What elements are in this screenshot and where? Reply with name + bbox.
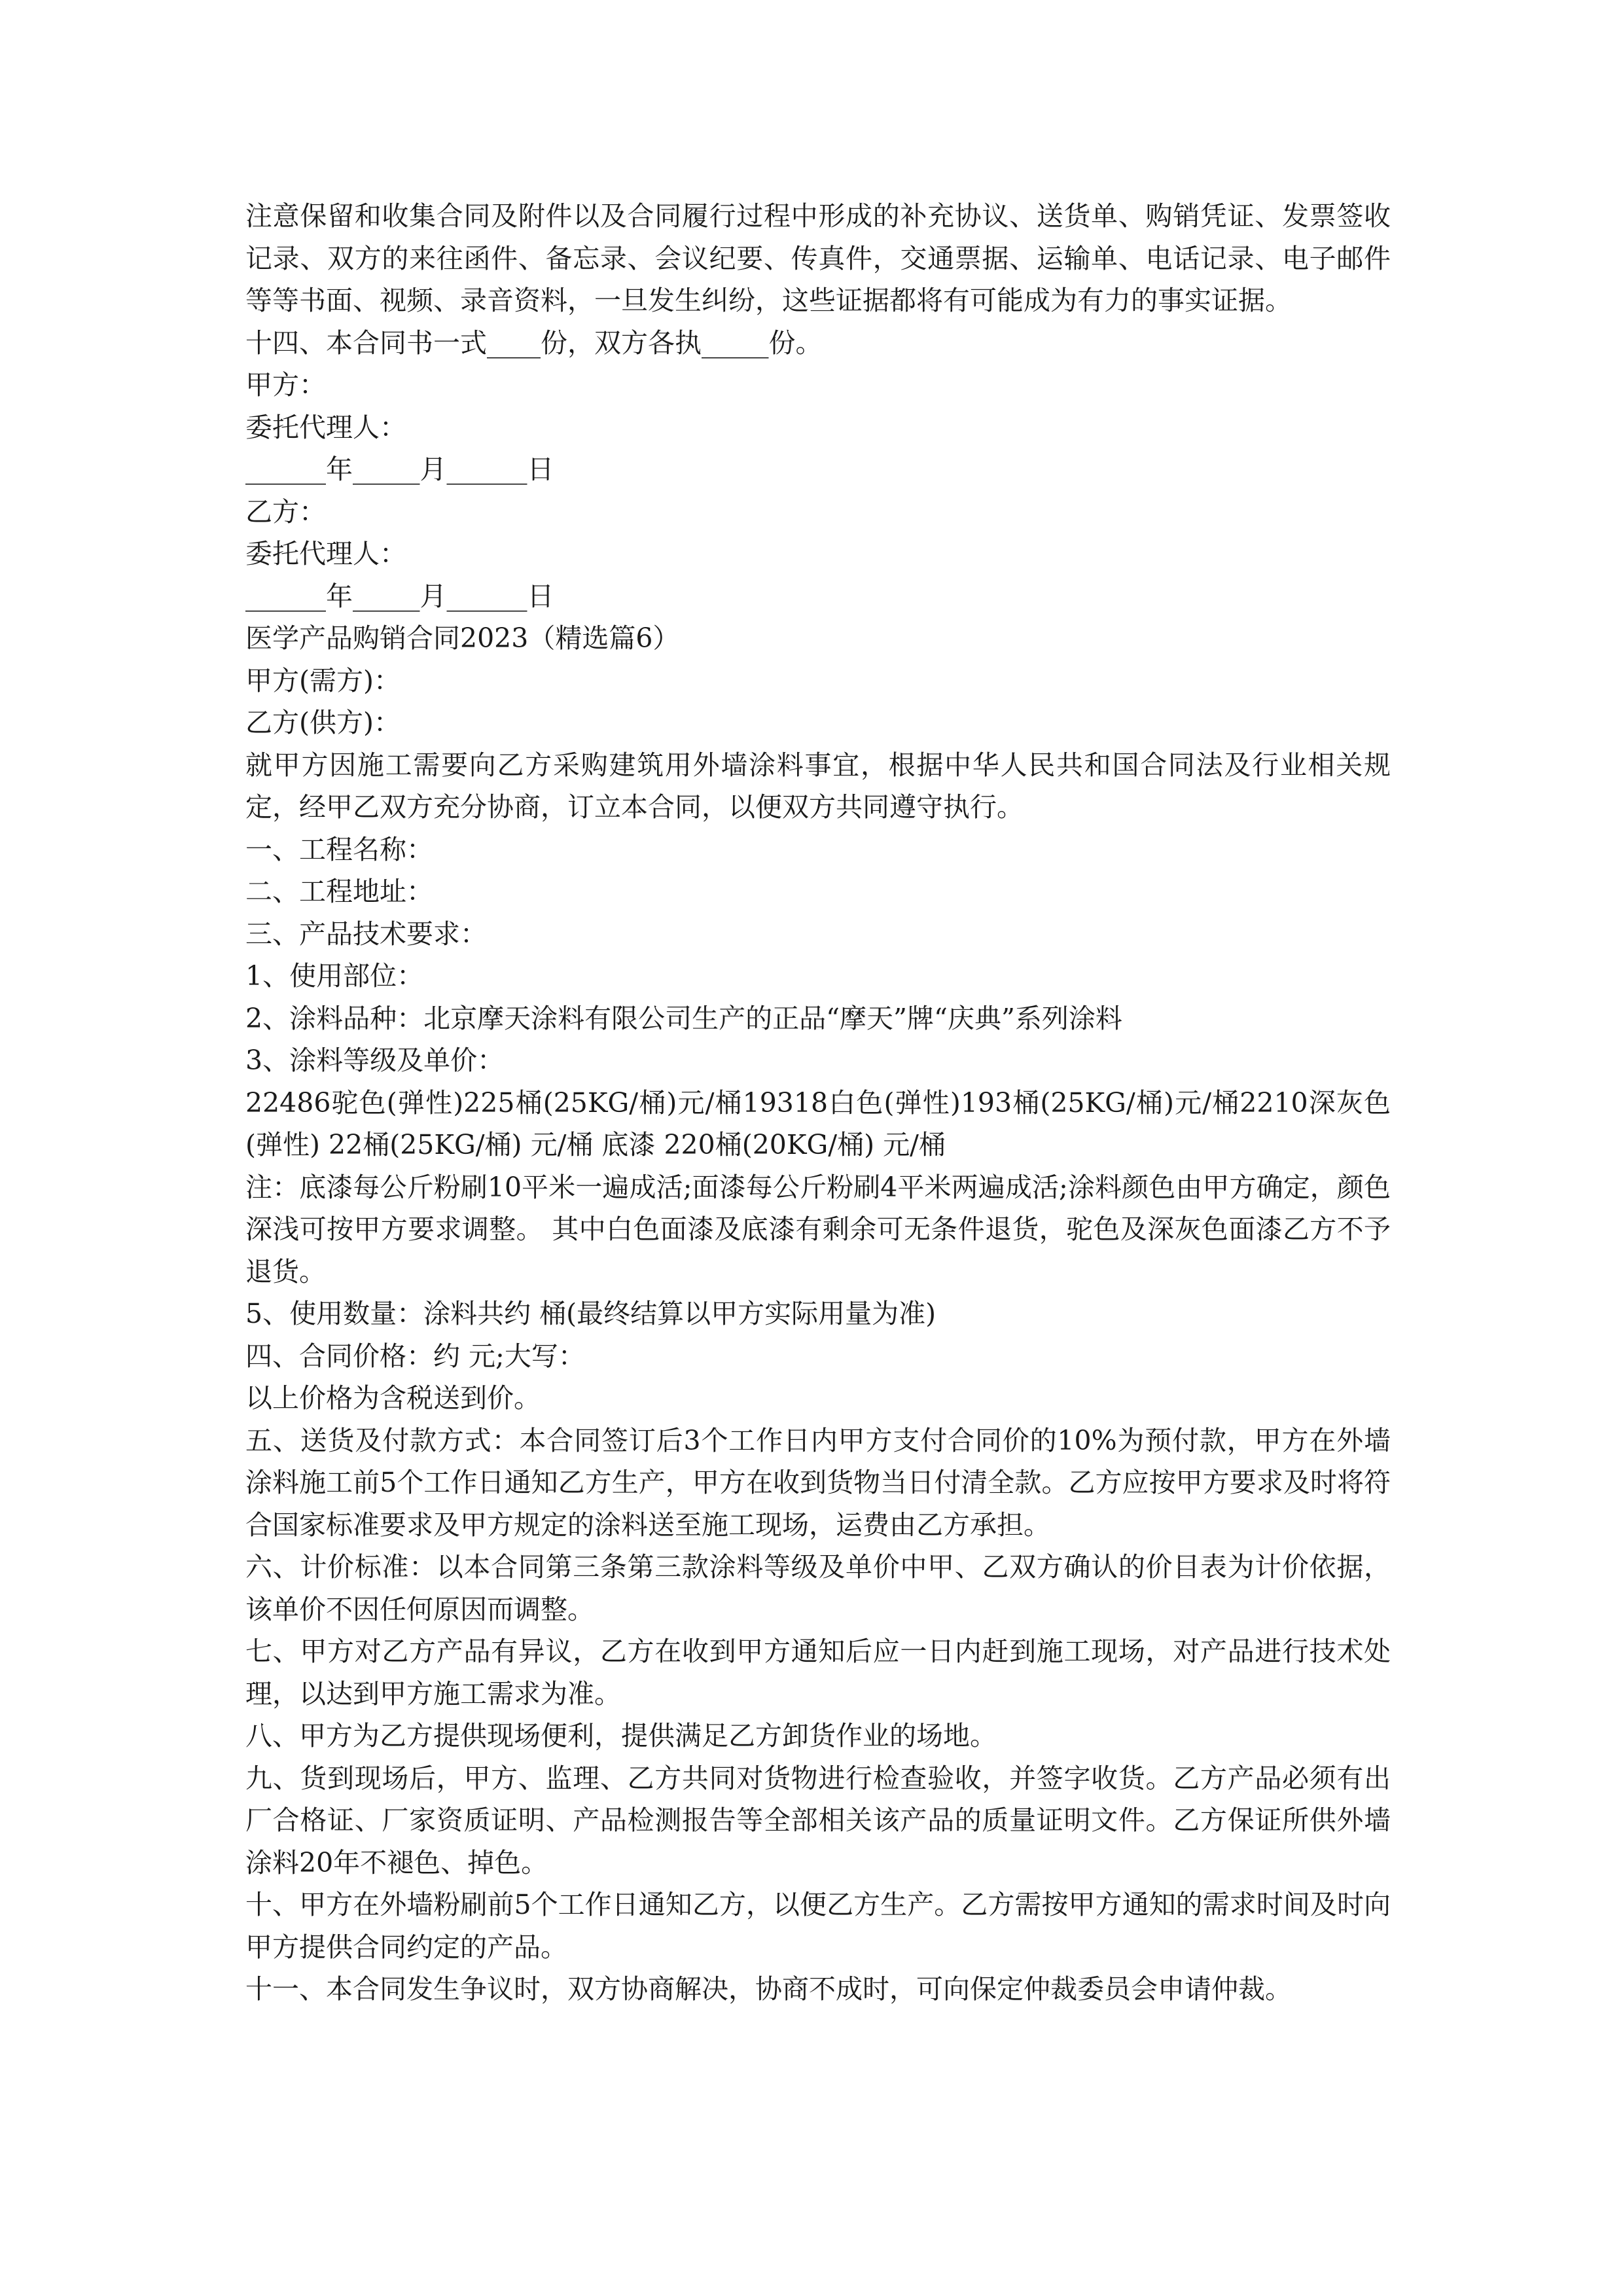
party-b-agent-label: 委托代理人：	[245, 538, 406, 569]
paragraph-quantity: 5、使用数量：涂料共约 桶(最终结算以甲方实际用量为准)	[245, 1298, 936, 1329]
paragraph-dispute: 十一、本合同发生争议时，双方协商解决，协商不成时，可向保定仲裁委员会申请仲裁。	[245, 1973, 1292, 2005]
paragraph-pricing-standard: 六、计价标准：以本合同第三条第三款涂料等级及单价中甲、乙双方确认的价目表为计价依据，该单价不因任何原因而调整。	[245, 1551, 1391, 1625]
paragraph-paint-variety: 2、涂料品种：北京摩天涂料有限公司生产的正品“摩天”牌“庆典”系列涂料	[245, 1002, 1122, 1034]
section-title: 医学产品购销合同2023（精选篇6）	[245, 622, 680, 654]
paragraph-preamble: 就甲方因施工需要向乙方采购建筑用外墙涂料事宜，根据中华人民共和国合同法及行业相关规定，经甲乙双方充分协商，订立本合同，以便双方共同遵守执行。	[245, 749, 1391, 823]
supplier-label: 乙方(供方)：	[245, 707, 401, 738]
paragraph-inspection: 九、货到现场后，甲方、监理、乙方共同对货物进行检查验收，并签字收货。乙方产品必须有出厂合格证、厂家资质证明、产品检测报告等全部相关该产品的质量证明文件。乙方保证所供外墙涂料20年不褪色、掉色。	[245, 1762, 1391, 1878]
paragraph-tech-requirements: 三、产品技术要求：	[245, 918, 487, 950]
party-a-agent-label: 委托代理人：	[245, 411, 406, 443]
party-b-date-line: ______年_____月______日	[245, 580, 554, 612]
paragraph-evidence-note: 注意保留和收集合同及附件以及合同履行过程中形成的补充协议、送货单、购销凭证、发票签收记录、双方的来往函件、备忘录、会议纪要、传真件，交通票据、运输单、电话记录、电子邮件等等书面、视频、录音资料，一旦发生纠纷，这些证据都将有可能成为有力的事实证据。	[245, 200, 1391, 316]
party-a-label: 甲方：	[245, 369, 326, 401]
paragraph-notice: 十、甲方在外墙粉刷前5个工作日通知乙方，以便乙方生产。乙方需按甲方通知的需求时间及时向甲方提供合同约定的产品。	[245, 1889, 1391, 1963]
paragraph-note: 注：底漆每公斤粉刷10平米一遍成活;面漆每公斤粉刷4平米两遍成活;涂料颜色由甲方确定，颜色深浅可按甲方要求调整。 其中白色面漆及底漆有剩余可无条件退货，驼色及深灰色面漆乙方不予退货。	[245, 1171, 1391, 1287]
paragraph-tax-note: 以上价格为含税送到价。	[245, 1382, 541, 1414]
party-b-label: 乙方：	[245, 495, 326, 528]
party-a-date-line: ______年_____月______日	[245, 454, 554, 485]
paragraph-price-list: 22486驼色(弹性)225桶(25KG/桶)元/桶19318白色(弹性)193桶(25KG/桶)元/桶2210深灰色(弹性) 22桶(25KG/桶) 元/桶 底漆 220桶(20KG/桶) 元/桶	[245, 1086, 1391, 1160]
paragraph-usage-location: 1、使用部位：	[245, 960, 424, 992]
paragraph-project-address: 二、工程地址：	[245, 876, 433, 907]
paragraph-clause-14: 十四、本合同书一式____份，双方各执_____份。	[245, 327, 823, 359]
paragraph-site-facilities: 八、甲方为乙方提供现场便利，提供满足乙方卸货作业的场地。	[245, 1720, 997, 1751]
paragraph-objection: 七、甲方对乙方产品有异议，乙方在收到甲方通知后应一日内赶到施工现场，对产品进行技术处理，以达到甲方施工需求为准。	[245, 1636, 1391, 1710]
buyer-label: 甲方(需方)：	[245, 664, 401, 696]
paragraph-contract-price: 四、合同价格：约 元;大写：	[245, 1340, 585, 1372]
document-body	[245, 195, 1391, 2011]
paragraph-project-name: 一、工程名称：	[245, 833, 433, 865]
paragraph-delivery-payment: 五、送货及付款方式：本合同签订后3个工作日内甲方支付合同价的10%为预付款，甲方在外墙涂料施工前5个工作日通知乙方生产，甲方在收到货物当日付清全款。乙方应按甲方要求及时将符合国家标准要求及甲方规定的涂料送至施工现场，运费由乙方承担。	[245, 1424, 1391, 1541]
paragraph-paint-grade: 3、涂料等级及单价：	[245, 1045, 505, 1076]
